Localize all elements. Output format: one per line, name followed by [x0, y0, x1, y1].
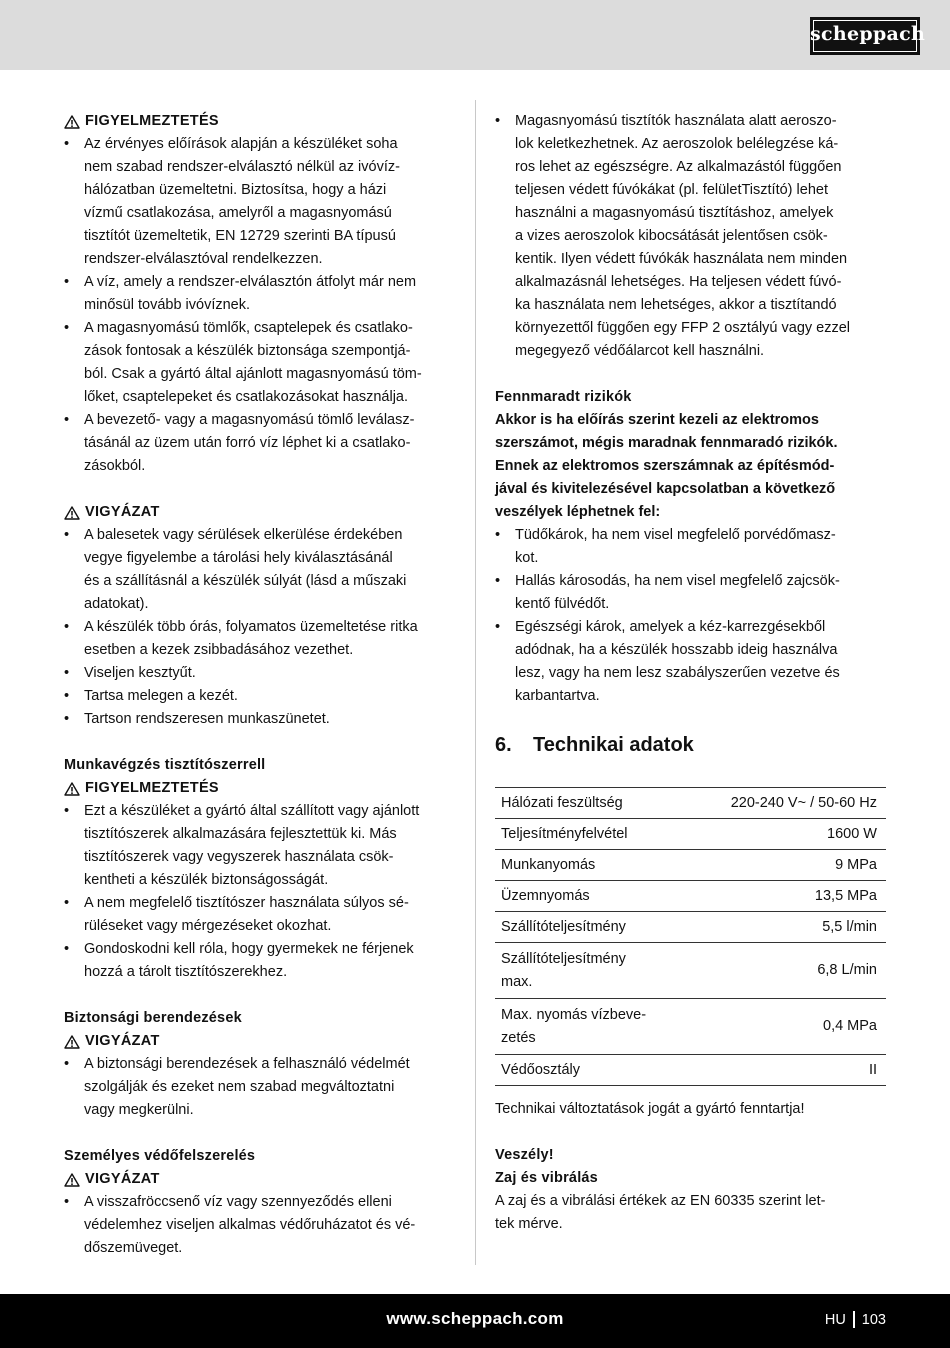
list-item: • A balesetek vagy sérülések elkerülése érdekében vegye figyelembe a tárolási hely kiválasztásánál és a szállításnál a készülék súlyát (lásd a műszaki adatokat). [64, 524, 456, 616]
bullet-icon: • [64, 527, 70, 543]
website-link[interactable]: www.scheppach.com [386, 1309, 564, 1328]
page-info [825, 1311, 886, 1328]
section-heading: Személyes védőfelszerelés [64, 1148, 256, 1164]
spec-label: Max. nyomás vízbeve- zetés [495, 999, 689, 1055]
section-number: 6. [495, 734, 512, 756]
spec-value: 9 MPa [689, 850, 886, 881]
warning-triangle-icon [64, 1035, 80, 1049]
page-number: 103 [861, 1311, 886, 1328]
list-item: • Tartsa melegen a kezét. [64, 685, 456, 708]
spec-label: Üzemnyomás [495, 881, 689, 912]
list-item: • Egészségi károk, amelyek a kéz-karrezgésekből adódnak, ha a készülék hosszabb ideig használva lesz, vagy ha nem lesz szabályszerűen vezetve és karbantartva. [495, 616, 887, 708]
tech-note: Technikai változtatások jogát a gyártó fenntartja! [495, 1101, 805, 1117]
section-title [495, 731, 887, 759]
spec-label: Hálózati feszültség [495, 788, 689, 819]
bullet-list [64, 524, 456, 731]
section-heading: Fennmaradt rizikók [495, 389, 632, 405]
list-item: • A magasnyomású tömlők, csaptelepek és csatlako- zások fontosak a készülék biztonsága szempontjá- ból. Csak a gyártó által ajánlott magasnyomású töm- lőket, csaptelepeket és csatlakozásokat használja. [64, 317, 456, 409]
bullet-icon: • [64, 412, 70, 428]
specs-table [495, 787, 886, 1086]
bullet-icon: • [64, 895, 70, 911]
bullet-icon: • [64, 803, 70, 819]
bullet-icon: • [64, 1056, 70, 1072]
column-divider [475, 100, 476, 1265]
spec-value: 6,8 L/min [689, 943, 886, 999]
bullet-icon: • [64, 136, 70, 152]
list-item: • Tartson rendszeresen munkaszünetet. [64, 708, 456, 731]
list-item: • Magasnyomású tisztítók használata alatt aeroszo- lok keletkezhetnek. Az aeroszolok belélegzése ká- ros lehet az egészségre. Az alkalmazástól függően teljesen védett fúvókákat (pl. felületTisztító) lehet használni a magasnyomású tisztításhoz, amelyek a vizes aeroszolok kibocsátását jelentősen csök- kentik. Ilyen védett fúvókák használata nem minden alkalmazásnál lehetséges. Ha teljesen védett fúvó- ka használata nem lehetséges, akkor a tisztítandó környezettől függően egy FFP 2 osztályú vagy ezzel megegyező védőálarcot kell használni. [495, 110, 887, 363]
spec-value: 13,5 MPa [689, 881, 886, 912]
spec-row [495, 850, 886, 881]
right-column [495, 110, 887, 1236]
spec-row [495, 999, 886, 1055]
spec-row [495, 943, 886, 999]
spec-label: Védőosztály [495, 1055, 689, 1086]
list-item: • Az érvényes előírások alapján a készüléket soha nem szabad rendszer-elválasztó nélkül az ivóvíz- hálózatban üzemeltetni. Biztosítsa, hogy a házi vízmű csatlakozása, amelyről a magasnyomású tisztítót üzemeltetik, EN 12729 szerinti BA típusú rendszer-elválasztóval rendelkezzen. [64, 133, 456, 271]
section-heading: Biztonsági berendezések [64, 1010, 242, 1026]
spec-row [495, 819, 886, 850]
list-item: • A biztonsági berendezések a felhasználó védelmét szolgálják és ezeket nem szabad megváltoztatni vagy megkerülni. [64, 1053, 456, 1122]
bullet-icon: • [64, 320, 70, 336]
list-item: • A bevezető- vagy a magasnyomású tömlő leválasz- tásánál az üzem után forró víz léphet ki a csatlako- zásokból. [64, 409, 456, 478]
risks-intro: Akkor is ha előírás szerint kezeli az elektromos szerszámot, mégis maradnak fennmaradó rizikók. Ennek az elektromos szerszámnak az építésmód- jával és kivitelezésével kapcsolatban a következő veszélyek léphetnek fel: [495, 412, 838, 520]
bullet-list [64, 1053, 456, 1122]
bullet-icon: • [495, 113, 501, 129]
bullet-icon: • [64, 941, 70, 957]
bullet-icon: • [495, 619, 501, 635]
spec-label: Munkanyomás [495, 850, 689, 881]
spec-value: 220-240 V~ / 50-60 Hz [689, 788, 886, 819]
bullet-icon: • [64, 1194, 70, 1210]
page-separator [853, 1311, 855, 1328]
warning-heading: FIGYELMEZTETÉS [64, 110, 456, 133]
bullet-icon: • [64, 711, 70, 727]
warning-heading: FIGYELMEZTETÉS [64, 777, 456, 800]
spec-value: 0,4 MPa [689, 999, 886, 1055]
list-item: • A visszafröccsenő víz vagy szennyeződés elleni védelemhez viseljen alkalmas védőruházatot és vé- dőszemüveget. [64, 1191, 456, 1260]
list-item: • Gondoskodni kell róla, hogy gyermekek ne férjenek hozzá a tárolt tisztítószerekhez. [64, 938, 456, 984]
bullet-icon: • [64, 619, 70, 635]
section-heading: Munkavégzés tisztítószerrell [64, 757, 266, 773]
header-bar [0, 0, 950, 70]
danger-text: A zaj és a vibrálási értékek az EN 60335 szerint let- tek mérve. [495, 1193, 826, 1232]
bullet-list [64, 1191, 456, 1260]
bullet-list [495, 524, 887, 708]
language-code: HU [824, 1311, 846, 1328]
logo-text: scheppach [810, 23, 926, 45]
section-title-text: Technikai adatok [533, 734, 694, 756]
spec-label: Szállítóteljesítmény max. [495, 943, 689, 999]
list-item: • A készülék több órás, folyamatos üzemeltetése ritka esetben a kezek zsibbadásához vezethet. [64, 616, 456, 662]
list-item: • Hallás károsodás, ha nem visel megfelelő zajcsök- kentő fülvédőt. [495, 570, 887, 616]
list-item: • A nem megfelelő tisztítószer használata súlyos sé- rüléseket vagy mérgezéseket okozhat. [64, 892, 456, 938]
spec-row [495, 912, 886, 943]
left-column [64, 110, 456, 1260]
spec-label: Teljesítményfelvétel [495, 819, 689, 850]
bullet-icon: • [495, 573, 501, 589]
caution-heading: VIGYÁZAT [64, 1030, 456, 1053]
warning-triangle-icon [64, 115, 80, 129]
list-item: • Ezt a készüléket a gyártó által szállított vagy ajánlott tisztítószerek alkalmazására fejlesztettük ki. Más tisztítószerek vagy vegyszerek használata csök- kentheti a készülék biztonságosságát. [64, 800, 456, 892]
list-item: • Tüdőkárok, ha nem visel megfelelő porvédőmasz- kot. [495, 524, 887, 570]
bullet-icon: • [495, 527, 501, 543]
spec-label: Szállítóteljesítmény [495, 912, 689, 943]
list-item: • A víz, amely a rendszer-elválasztón átfolyt már nem minősül tovább ivóvíznek. [64, 271, 456, 317]
spec-row [495, 881, 886, 912]
bullet-icon: • [64, 274, 70, 290]
bullet-icon: • [64, 665, 70, 681]
danger-subtitle: Zaj és vibrálás [495, 1170, 598, 1186]
caution-heading: VIGYÁZAT [64, 1168, 456, 1191]
bullet-list [64, 800, 456, 984]
scheppach-logo [810, 17, 926, 55]
bullet-list [495, 110, 887, 363]
bullet-list [64, 133, 456, 478]
spec-value: 5,5 l/min [689, 912, 886, 943]
spec-value: 1600 W [689, 819, 886, 850]
warning-triangle-icon [64, 506, 80, 520]
footer-bar [0, 1294, 950, 1348]
list-item: • Viseljen kesztyűt. [64, 662, 456, 685]
danger-title: Veszély! [495, 1147, 554, 1163]
spec-row [495, 1055, 886, 1086]
warning-triangle-icon [64, 782, 80, 796]
spec-value: II [689, 1055, 886, 1086]
warning-triangle-icon [64, 1173, 80, 1187]
bullet-icon: • [64, 688, 70, 704]
spec-row [495, 788, 886, 819]
caution-heading: VIGYÁZAT [64, 501, 456, 524]
